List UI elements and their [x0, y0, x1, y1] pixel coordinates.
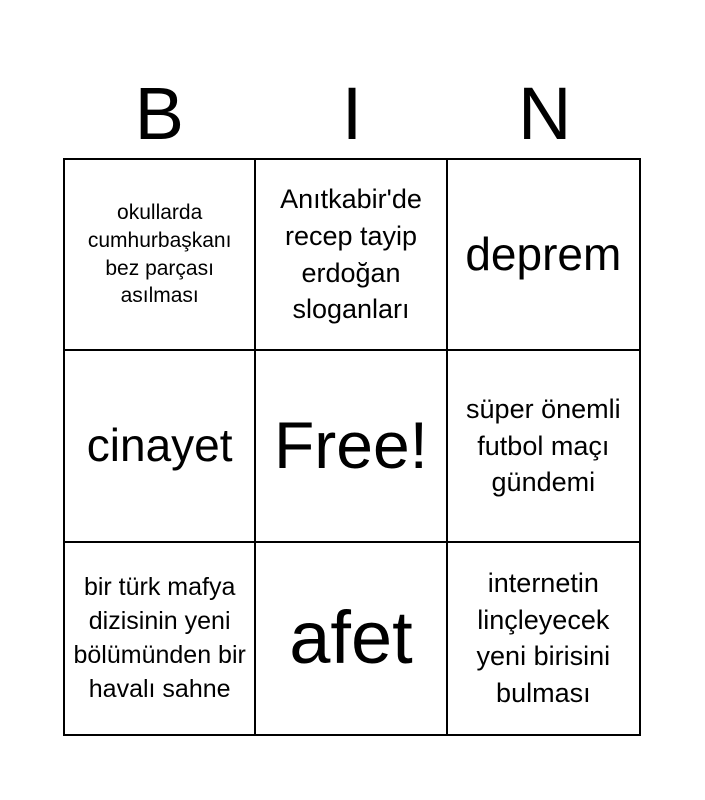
header-letter-i: I — [341, 72, 363, 155]
bingo-cell[interactable] — [448, 351, 639, 542]
header-letter-b: B — [134, 72, 185, 155]
bingo-cell[interactable] — [448, 543, 639, 734]
cell-text: afet — [289, 595, 413, 679]
bingo-cell[interactable] — [448, 160, 639, 351]
bingo-cell[interactable] — [256, 543, 447, 734]
bingo-cell[interactable] — [65, 543, 256, 734]
cell-text: internetin linçleyecek yeni birisini bulması — [476, 567, 611, 709]
cell-text: deprem — [465, 228, 622, 281]
free-space-cell[interactable] — [256, 351, 447, 542]
cell-text: süper önemli futbol maçı gündemi — [466, 393, 621, 498]
free-space-text: Free! — [273, 408, 429, 483]
cell-text: okullarda cumhurbaşkanı bez parçası asılması — [87, 201, 232, 308]
cell-text: bir türk mafya dizisinin yeni bölümünden bir havalı sahne — [73, 573, 246, 704]
cell-text: Anıtkabir'de recep tayip erdoğan sloganları — [280, 184, 422, 325]
header-letter-n: N — [517, 72, 572, 155]
bingo-cell[interactable] — [65, 160, 256, 351]
bingo-cell[interactable] — [256, 160, 447, 351]
bingo-cell[interactable] — [65, 351, 256, 542]
bingo-header — [63, 70, 641, 158]
bingo-board — [63, 158, 641, 736]
cell-text: cinayet — [86, 419, 233, 472]
